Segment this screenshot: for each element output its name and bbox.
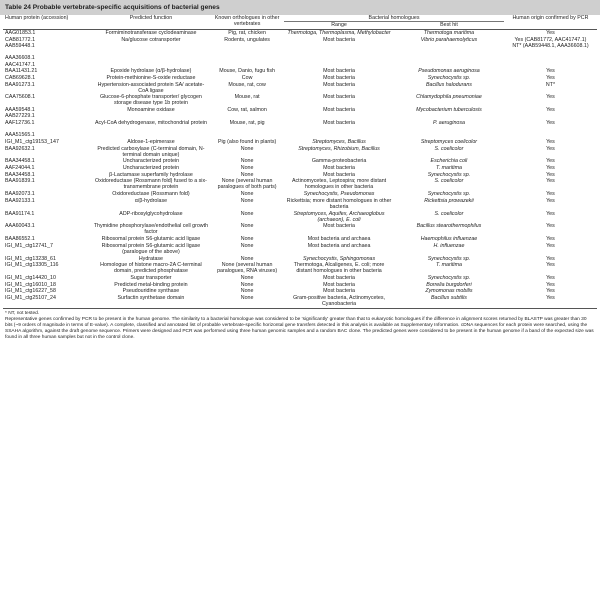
cell-function: Hypertension-associated protein SA/ acetate-CoA ligase <box>97 81 205 94</box>
cell-best-hit: Bacillus stearothermophilus <box>416 223 482 230</box>
cell-pcr: Yes <box>546 288 555 295</box>
cell-best-hit: Bacillus halodurans <box>425 81 472 88</box>
cell-range: Most bacteria <box>323 107 355 114</box>
cell-orthologues: None <box>240 236 254 243</box>
cell-function: Formiminotransferase cyclodeaminase <box>105 30 197 37</box>
cell-pcr: Yes <box>546 210 555 217</box>
table-row <box>3 120 597 139</box>
cell-protein: BAA11431.21 <box>5 68 38 75</box>
cell-pcr: Yes <box>546 281 555 288</box>
cell-pcr: Yes <box>504 295 597 308</box>
table-row <box>3 243 597 256</box>
cell-orthologues: None <box>240 242 254 249</box>
cell-pcr: Yes <box>546 255 555 262</box>
cell-orthologues: Pig, rat, chicken <box>228 30 266 37</box>
cell-function: Hydratase <box>138 255 164 262</box>
cell-orthologues: None <box>240 158 254 165</box>
cell-pcr: Yes <box>546 107 555 114</box>
table-row <box>3 198 597 211</box>
table-row <box>3 295 597 308</box>
table-row <box>3 68 597 75</box>
cell-best-hit: Pseudomonas aeruginosa <box>418 68 480 75</box>
table-row <box>3 75 597 82</box>
cell-protein: IGI_M1_ctg12741_7 <box>5 242 54 249</box>
cell-pcr: Yes <box>546 74 555 81</box>
header-function: Predicted function <box>92 15 210 30</box>
table-row <box>3 30 597 37</box>
cell-protein: AAA60043.1 <box>5 223 35 230</box>
cell-orthologues: None <box>240 164 254 171</box>
table-row <box>3 145 597 158</box>
cell-orthologues: None (several human paralogues, RNA viruses) <box>217 262 278 275</box>
cell-best-hit: S. coelicolor <box>434 210 464 217</box>
table-row <box>3 223 597 236</box>
cell-function: Predicted carboxylase (C-terminal domain, N-terminal domain unique) <box>97 145 205 158</box>
cell-protein: IGI_M1_ctg14420_10 <box>5 275 56 282</box>
cell-best-hit: Chlamydophila pneumoniae <box>416 94 482 101</box>
cell-protein: CAA75608.1 <box>5 94 36 101</box>
cell-protein: IGI_M1_ctg19153_147 <box>5 138 59 145</box>
cell-best-hit: Bacillus subtilis <box>394 295 504 308</box>
cell-protein: BAA91174.1 <box>5 210 35 217</box>
cell-protein: BAA91273.1 <box>5 81 35 88</box>
table-row <box>3 94 597 107</box>
cell-pcr: Yes <box>546 275 555 282</box>
table-row <box>3 171 597 178</box>
table-row <box>3 255 597 262</box>
cell-best-hit: Escherichia coli <box>430 158 468 165</box>
header-pcr: Human origin confirmed by PCR <box>504 15 597 30</box>
cell-protein: BAA91839.1 <box>5 178 35 185</box>
cell-range: Synechocystis, Pseudomonas <box>303 191 375 198</box>
cell-orthologues: Mouse, Danio, fugu fish <box>219 68 275 75</box>
cell-protein: AAF24044.1 <box>5 164 35 171</box>
cell-pcr: NT* <box>545 81 556 88</box>
cell-orthologues: None <box>240 275 254 282</box>
cell-orthologues: None <box>210 295 284 308</box>
cell-range: Most bacteria <box>323 288 355 295</box>
cell-best-hit: Thermotoga maritima <box>423 30 475 37</box>
cell-range: Most bacteria <box>323 119 355 126</box>
cell-range: Synechocystis, Sphingomonas <box>302 255 376 262</box>
cell-protein: AAF12736.1 AAA51565.1 <box>5 119 35 139</box>
table-row <box>3 275 597 282</box>
cell-function: Uncharacterized protein <box>122 164 180 171</box>
cell-orthologues: None <box>240 281 254 288</box>
cell-protein: IGI_M1_ctg16010_18 <box>5 281 56 288</box>
cell-best-hit: Synechocystis sp. <box>427 275 471 282</box>
cell-best-hit: Streptomyces coelicolor <box>420 138 478 145</box>
cell-pcr: Yes <box>546 145 555 152</box>
cell-function: α/β-hydrolase <box>134 197 168 204</box>
cell-best-hit: S. coelicolor <box>434 178 464 185</box>
cell-function: Uncharacterized protein <box>122 158 180 165</box>
cell-best-hit: Mycobacterium tuberculosis <box>416 107 482 114</box>
cell-range: Streptomyces, Bacillus <box>312 138 366 145</box>
cell-best-hit: Synechocystis sp. <box>427 255 471 262</box>
cell-function: Surfactin synthetase domain <box>92 295 210 308</box>
cell-pcr: Yes <box>546 158 555 165</box>
cell-function: Thymidine phosphorylase/endothelial cell growth factor <box>93 223 209 236</box>
cell-protein: BAA92632.1 <box>5 145 35 152</box>
cell-orthologues: None (several human paralogues of both parts) <box>217 178 277 191</box>
cell-best-hit: S. coelicolor <box>434 145 464 152</box>
table-row <box>3 191 597 198</box>
cell-function: Ribosomal protein S6-glutamic acid ligase (paralogue of the above) <box>101 242 201 255</box>
cell-range: Thermotoga, Alcaligenes, E. coli; more distant homologues in other bacteria <box>293 262 385 275</box>
cell-function: Na/glucose cotransporter <box>121 37 181 44</box>
table-title: Table 24 Probable vertebrate-specific acquisitions of bacterial genes <box>0 0 600 15</box>
cell-range: Streptomyces, Aquifex, Archaeoglobus (archaeon), E. coli <box>293 210 385 223</box>
cell-pcr: Yes <box>546 262 555 269</box>
cell-pcr: Yes <box>546 30 555 37</box>
cell-best-hit: Synechocystis sp. <box>427 191 471 198</box>
cell-pcr: Yes <box>546 164 555 171</box>
cell-orthologues: None <box>240 223 254 230</box>
cell-function: Aldose-1-epimerase <box>127 138 175 145</box>
cell-orthologues: Cow <box>241 74 253 81</box>
cell-range: Most bacteria <box>323 94 355 101</box>
table-note: Representative genes confirmed by PCR to be present in the human genome. The similarity to a bacterial homologue was considered to be 'significantly' greater than that to eukaryotic homologues if the difference in alignment scores returned by BLASTP was greater than 30 bits (~9 orders of magnitude in terms of E-value). A complete, classified and annotated list of probable vertebrate-specific horizontal gene transfers detected in this analysis is available as Supplementary Information. cDNA sequences for each protein were searched, using the SSAHA algorithm, against the draft genome sequence. Primers were designed and PCR was performed using three human genomic samples and a random BAC clone. The predicted genes were considered to be present in the human genome if a band of the expected size was found in all three human samples but not in the control clone. <box>5 316 594 341</box>
cell-best-hit: Rickettsia prowazekii <box>424 197 474 204</box>
cell-orthologues: Mouse, rat, pig <box>229 119 265 126</box>
cell-range: Streptomyces, Rhizobium, Bacillus <box>298 145 380 152</box>
cell-orthologues: None <box>240 255 254 262</box>
cell-range: Most bacteria <box>323 223 355 230</box>
cell-protein: CAB69628.1 <box>5 74 36 81</box>
cell-function: Monoamine oxidase <box>127 107 175 114</box>
cell-function: Oxidoreductase (Rossmann fold) <box>112 191 190 198</box>
table-row <box>3 210 597 223</box>
cell-pcr: Yes <box>546 178 555 185</box>
header-best-hit: Best hit <box>394 22 504 30</box>
cell-range: Gram-positive bacteria, Actinomycetes, Cyanobacteria <box>284 295 394 308</box>
cell-range: Most bacteria <box>323 81 355 88</box>
table-row <box>3 37 597 68</box>
cell-protein: IGI_M1_ctg16227_58 <box>5 288 56 295</box>
cell-function: Predicted metal-binding protein <box>114 281 188 288</box>
cell-best-hit: T. maritima <box>435 164 462 171</box>
cell-protein: AAG01853.1 <box>5 30 36 37</box>
cell-function: Epoxide hydrolase (α/β-hydrolase) <box>110 68 192 75</box>
cell-function: Ribosomal protein S6-glutamic acid ligase <box>101 236 201 243</box>
cell-pcr: Yes <box>546 197 555 204</box>
cell-pcr: Yes <box>546 171 555 178</box>
cell-range: Most bacteria <box>323 74 355 81</box>
cell-best-hit: Haemophilus influenzae <box>420 236 478 243</box>
table-row <box>3 282 597 289</box>
cell-protein: BAA92073.1 <box>5 191 35 198</box>
cell-orthologues: Mouse, rat <box>234 94 260 101</box>
table-notes <box>0 309 600 342</box>
cell-protein: IGI_M1_ctg13238_61 <box>5 255 56 262</box>
cell-best-hit: T. maritima <box>435 262 462 269</box>
table-row <box>3 288 597 295</box>
cell-range: Thermotoga, Thermoplasma, Methylobacter <box>287 30 391 37</box>
cell-orthologues: None <box>240 171 254 178</box>
cell-function: Protein-methionine-S-oxide reductase <box>106 74 196 81</box>
cell-protein: IGI_M1_ctg25107_24 <box>3 295 92 308</box>
cell-protein: BAA34458.1 <box>5 171 35 178</box>
cell-orthologues: None <box>240 288 254 295</box>
cell-pcr: Yes <box>546 119 555 126</box>
cell-protein: BAA34458.1 <box>5 158 35 165</box>
cell-pcr: Yes <box>546 68 555 75</box>
table-row <box>3 262 597 275</box>
cell-orthologues: Cow, rat, salmon <box>227 107 267 114</box>
cell-range: Actinomycetes, Leptospira; more distant homologues in other bacteria <box>291 178 387 191</box>
cell-best-hit: Zymomonas mobilis <box>425 288 473 295</box>
cell-orthologues: Rodents, ungulates <box>224 37 270 44</box>
cell-best-hit: P. aeruginosa <box>432 119 465 126</box>
cell-pcr: Yes <box>546 236 555 243</box>
table-body <box>3 30 597 308</box>
data-table <box>3 15 597 309</box>
cell-protein: AAA59548.1 AAB27229.1 <box>5 107 35 120</box>
cell-best-hit: H. influenzae <box>433 242 465 249</box>
cell-pcr: Yes <box>546 223 555 230</box>
cell-range: Most bacteria <box>323 275 355 282</box>
cell-protein: CAB81772.1 AAB59448.1 AAA36608.1 AAC41747.1 <box>5 37 36 68</box>
cell-best-hit: Synechocystis sp. <box>427 171 471 178</box>
cell-orthologues: None <box>240 197 254 204</box>
cell-orthologues: None <box>240 145 254 152</box>
cell-best-hit: Synechocystis sp. <box>427 74 471 81</box>
table-row <box>3 158 597 165</box>
cell-orthologues: None <box>240 191 254 198</box>
cell-range: Most bacteria <box>323 171 355 178</box>
cell-pcr: Yes <box>546 94 555 101</box>
table-row <box>3 165 597 172</box>
cell-range: Most bacteria <box>323 68 355 75</box>
header-range: Range <box>284 22 394 30</box>
cell-function: Acyl-CoA dehydrogenase, mitochondrial protein <box>95 119 207 126</box>
cell-orthologues: None <box>240 210 254 217</box>
footnote: * NT, not tested. <box>5 310 40 316</box>
table-row <box>3 107 597 120</box>
cell-best-hit: Vibrio parahaemolyticus <box>420 37 478 44</box>
table-row <box>3 178 597 191</box>
cell-function: Oxidoreductase (Rossmann fold) fused to a six-transmembrane protein <box>95 178 207 191</box>
cell-range: Most bacteria <box>323 164 355 171</box>
cell-pcr: Yes <box>546 242 555 249</box>
cell-pcr: Yes (CAB81772, AAC41747.1) NT* (AAB59448.1, AAA36608.1) <box>512 37 589 50</box>
table-row <box>3 236 597 243</box>
cell-function: Sugar transporter <box>130 275 172 282</box>
table-row <box>3 139 597 146</box>
cell-function: ADP-ribosylglycohydrolase <box>119 210 183 217</box>
cell-best-hit: Borrelia burgdorferi <box>426 281 472 288</box>
header-bacterial-homologues: Bacterial homologues <box>284 15 504 22</box>
cell-range: Most bacteria and archaea <box>307 236 371 243</box>
cell-range: Most bacteria <box>323 281 355 288</box>
cell-protein: BAA86552.1 <box>5 236 35 243</box>
cell-range: Most bacteria <box>323 37 355 44</box>
cell-range: Most bacteria and archaea <box>307 242 371 249</box>
cell-protein: IGI_M1_ctg13305_116 <box>5 262 59 269</box>
table-row <box>3 81 597 94</box>
cell-pcr: Yes <box>546 191 555 198</box>
cell-function: Pseudouridine synthase <box>122 288 180 295</box>
cell-range: Rickettsia; more distant homologues in other bacteria <box>286 197 392 210</box>
cell-function: Homologue of histone macro-2A C-terminal domain, predicted phosphatase <box>100 262 202 275</box>
cell-orthologues: Mouse, rat, cow <box>228 81 266 88</box>
cell-function: Glucose-6-phosphate transporter/ glycogen storage disease type 1b protein <box>100 94 202 107</box>
header-orthologues: Known orthologues in other vertebrates <box>210 15 284 30</box>
cell-range: Gamma-proteobacteria <box>311 158 367 165</box>
cell-protein: BAA92133.1 <box>5 197 35 204</box>
cell-function: β-Lactamase superfamily hydrolase <box>109 171 193 178</box>
header-protein: Human protein (accession) <box>3 15 92 30</box>
cell-pcr: Yes <box>546 138 555 145</box>
cell-orthologues: Pig (also found in plants) <box>217 138 277 145</box>
